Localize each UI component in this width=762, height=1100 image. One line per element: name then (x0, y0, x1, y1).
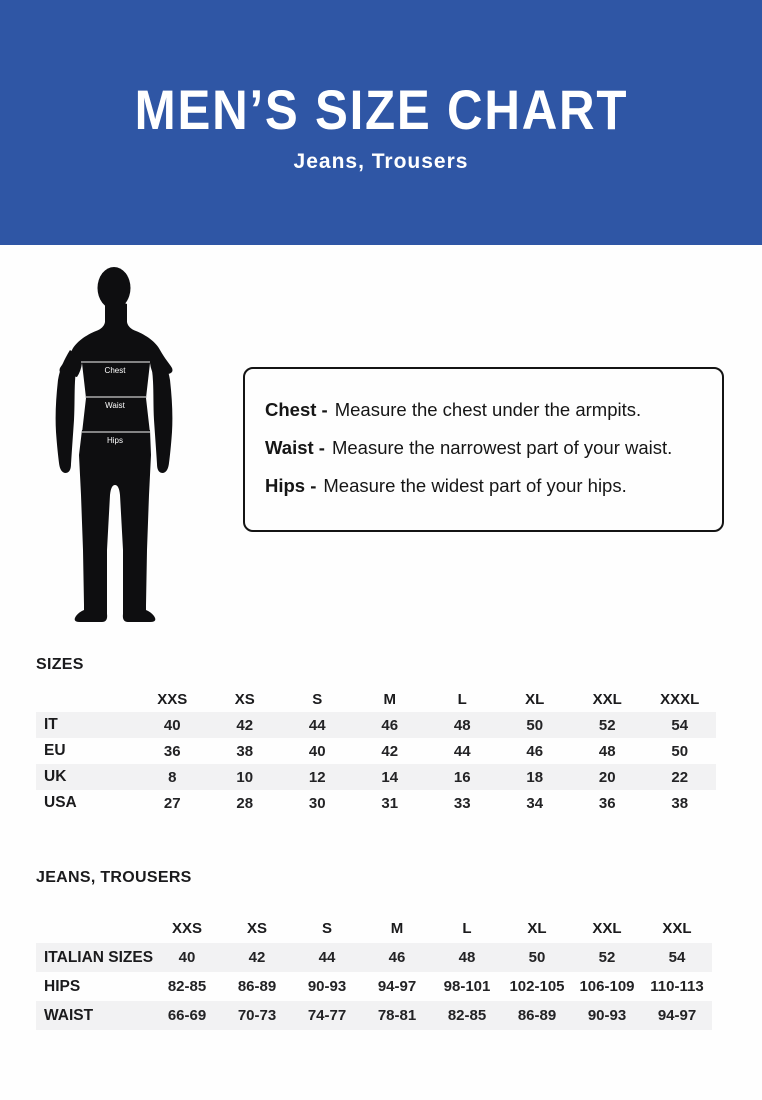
size-cell: 42 (381, 742, 399, 760)
size-cell: 31 (381, 794, 399, 812)
row-label: HIPS (44, 977, 81, 995)
row-label: IT (44, 716, 58, 733)
size-cell: 44 (318, 949, 336, 966)
size-cell: 90-93 (307, 978, 347, 995)
figure-hips-label: Hips (106, 436, 124, 445)
table-row-hips (36, 972, 712, 1001)
size-cell: 110-113 (650, 978, 704, 995)
row-label: USA (44, 794, 77, 811)
instruction-row-waist (265, 436, 704, 460)
size-cell: 14 (381, 768, 399, 786)
size-cell: 46 (388, 949, 406, 966)
size-cell: 86-89 (517, 1007, 557, 1024)
column-header: XS (246, 919, 267, 937)
row-label: EU (44, 742, 66, 759)
column-header: M (390, 919, 404, 937)
male-silhouette-figure (40, 250, 200, 626)
size-cell: 54 (671, 716, 689, 734)
table-row-italian-sizes (36, 943, 712, 972)
size-cell: 8 (168, 768, 177, 786)
size-cell: 82-85 (447, 1007, 487, 1024)
size-cell: 48 (458, 949, 476, 966)
jeans-trousers-table (36, 913, 712, 1030)
instruction-text: Measure the chest under the armpits. (334, 399, 642, 420)
size-cell: 48 (453, 716, 471, 734)
size-cell: 38 (671, 794, 689, 812)
size-cell: 48 (598, 742, 616, 760)
hero-banner (0, 0, 762, 245)
size-cell: 54 (668, 949, 686, 966)
size-cell: 44 (308, 716, 326, 734)
size-cell: 50 (526, 716, 544, 734)
size-cell: 27 (163, 794, 181, 812)
size-cell: 16 (453, 768, 471, 786)
size-cell: 22 (671, 768, 689, 786)
sizes-section (36, 656, 716, 816)
size-cell: 18 (526, 768, 544, 786)
size-cell: 98-101 (443, 978, 491, 995)
size-cell: 94-97 (377, 978, 417, 995)
column-header: M (383, 690, 396, 708)
size-cell: 30 (308, 794, 326, 812)
column-header: L (457, 690, 467, 708)
figure-chest-label: Chest (104, 366, 126, 375)
instruction-term: Waist - (265, 437, 325, 458)
size-cell: 33 (453, 794, 471, 812)
jeans-trousers-section (36, 869, 712, 1030)
corner-cell (36, 686, 136, 712)
silhouette-left-arm (56, 350, 77, 473)
instruction-row-chest (265, 398, 704, 422)
table-row-waist (36, 1001, 712, 1030)
size-cell: 40 (308, 742, 326, 760)
size-cell: 38 (236, 742, 254, 760)
corner-cell (36, 913, 152, 943)
column-header: L (462, 919, 472, 937)
column-header: XXL (592, 919, 622, 937)
size-cell: 10 (236, 768, 254, 786)
size-cell: 12 (308, 768, 326, 786)
size-cell: 42 (248, 949, 266, 966)
size-cell: 94-97 (657, 1007, 697, 1024)
column-header: S (312, 690, 323, 708)
size-cell: 70-73 (237, 1007, 277, 1024)
jeans-header-row (36, 913, 712, 943)
page-subtitle: Jeans, Trousers (293, 149, 469, 173)
size-cell: 46 (381, 716, 399, 734)
size-cell: 74-77 (307, 1007, 347, 1024)
column-header: XXL (592, 690, 622, 708)
size-cell: 40 (178, 949, 196, 966)
size-cell: 78-81 (377, 1007, 417, 1024)
size-cell: 106-109 (579, 978, 635, 995)
size-cell: 28 (236, 794, 254, 812)
column-header: XL (525, 690, 545, 708)
table-row-eu (36, 738, 716, 764)
size-cell: 102-105 (509, 978, 565, 995)
size-cell: 36 (598, 794, 616, 812)
size-cell: 44 (453, 742, 471, 760)
page-title: MEN’S SIZE CHART (134, 77, 628, 141)
size-cell: 36 (163, 742, 181, 760)
size-cell: 20 (598, 768, 616, 786)
sizes-table (36, 686, 716, 816)
column-header: XL (527, 919, 547, 937)
column-header: XXS (157, 690, 188, 708)
row-label: ITALIAN SIZES (44, 948, 154, 966)
column-header: XS (234, 690, 255, 708)
column-header: XXXL (660, 690, 700, 708)
jeans-heading: JEANS, TROUSERS (36, 869, 192, 886)
size-cell: 46 (526, 742, 544, 760)
size-cell: 86-89 (237, 978, 277, 995)
size-cell: 42 (236, 716, 254, 734)
table-row-uk (36, 764, 716, 790)
column-header: XXL (662, 919, 692, 937)
measurement-instructions-box (243, 367, 724, 532)
instruction-text: Measure the narrowest part of your waist. (331, 437, 673, 458)
instruction-row-hips (265, 474, 704, 498)
size-cell: 40 (163, 716, 181, 734)
table-row-usa (36, 790, 716, 816)
instruction-text: Measure the widest part of your hips. (323, 475, 627, 496)
column-header: S (321, 919, 332, 937)
sizes-header-row (36, 686, 716, 712)
column-header: XXS (171, 919, 202, 937)
size-cell: 82-85 (167, 978, 207, 995)
row-label: UK (44, 768, 67, 785)
silhouette-legs (75, 430, 156, 622)
size-cell: 52 (598, 716, 616, 734)
instruction-term: Hips - (265, 475, 317, 496)
size-cell: 50 (528, 949, 546, 966)
row-label: WAIST (44, 1006, 94, 1024)
instruction-term: Chest - (265, 399, 328, 420)
size-cell: 66-69 (167, 1007, 207, 1024)
sizes-heading: SIZES (36, 656, 84, 673)
table-row-it (36, 712, 716, 738)
size-cell: 52 (598, 949, 616, 966)
size-cell: 50 (671, 742, 689, 760)
size-cell: 34 (526, 794, 544, 812)
size-cell: 90-93 (587, 1007, 627, 1024)
figure-waist-label: Waist (105, 401, 125, 410)
